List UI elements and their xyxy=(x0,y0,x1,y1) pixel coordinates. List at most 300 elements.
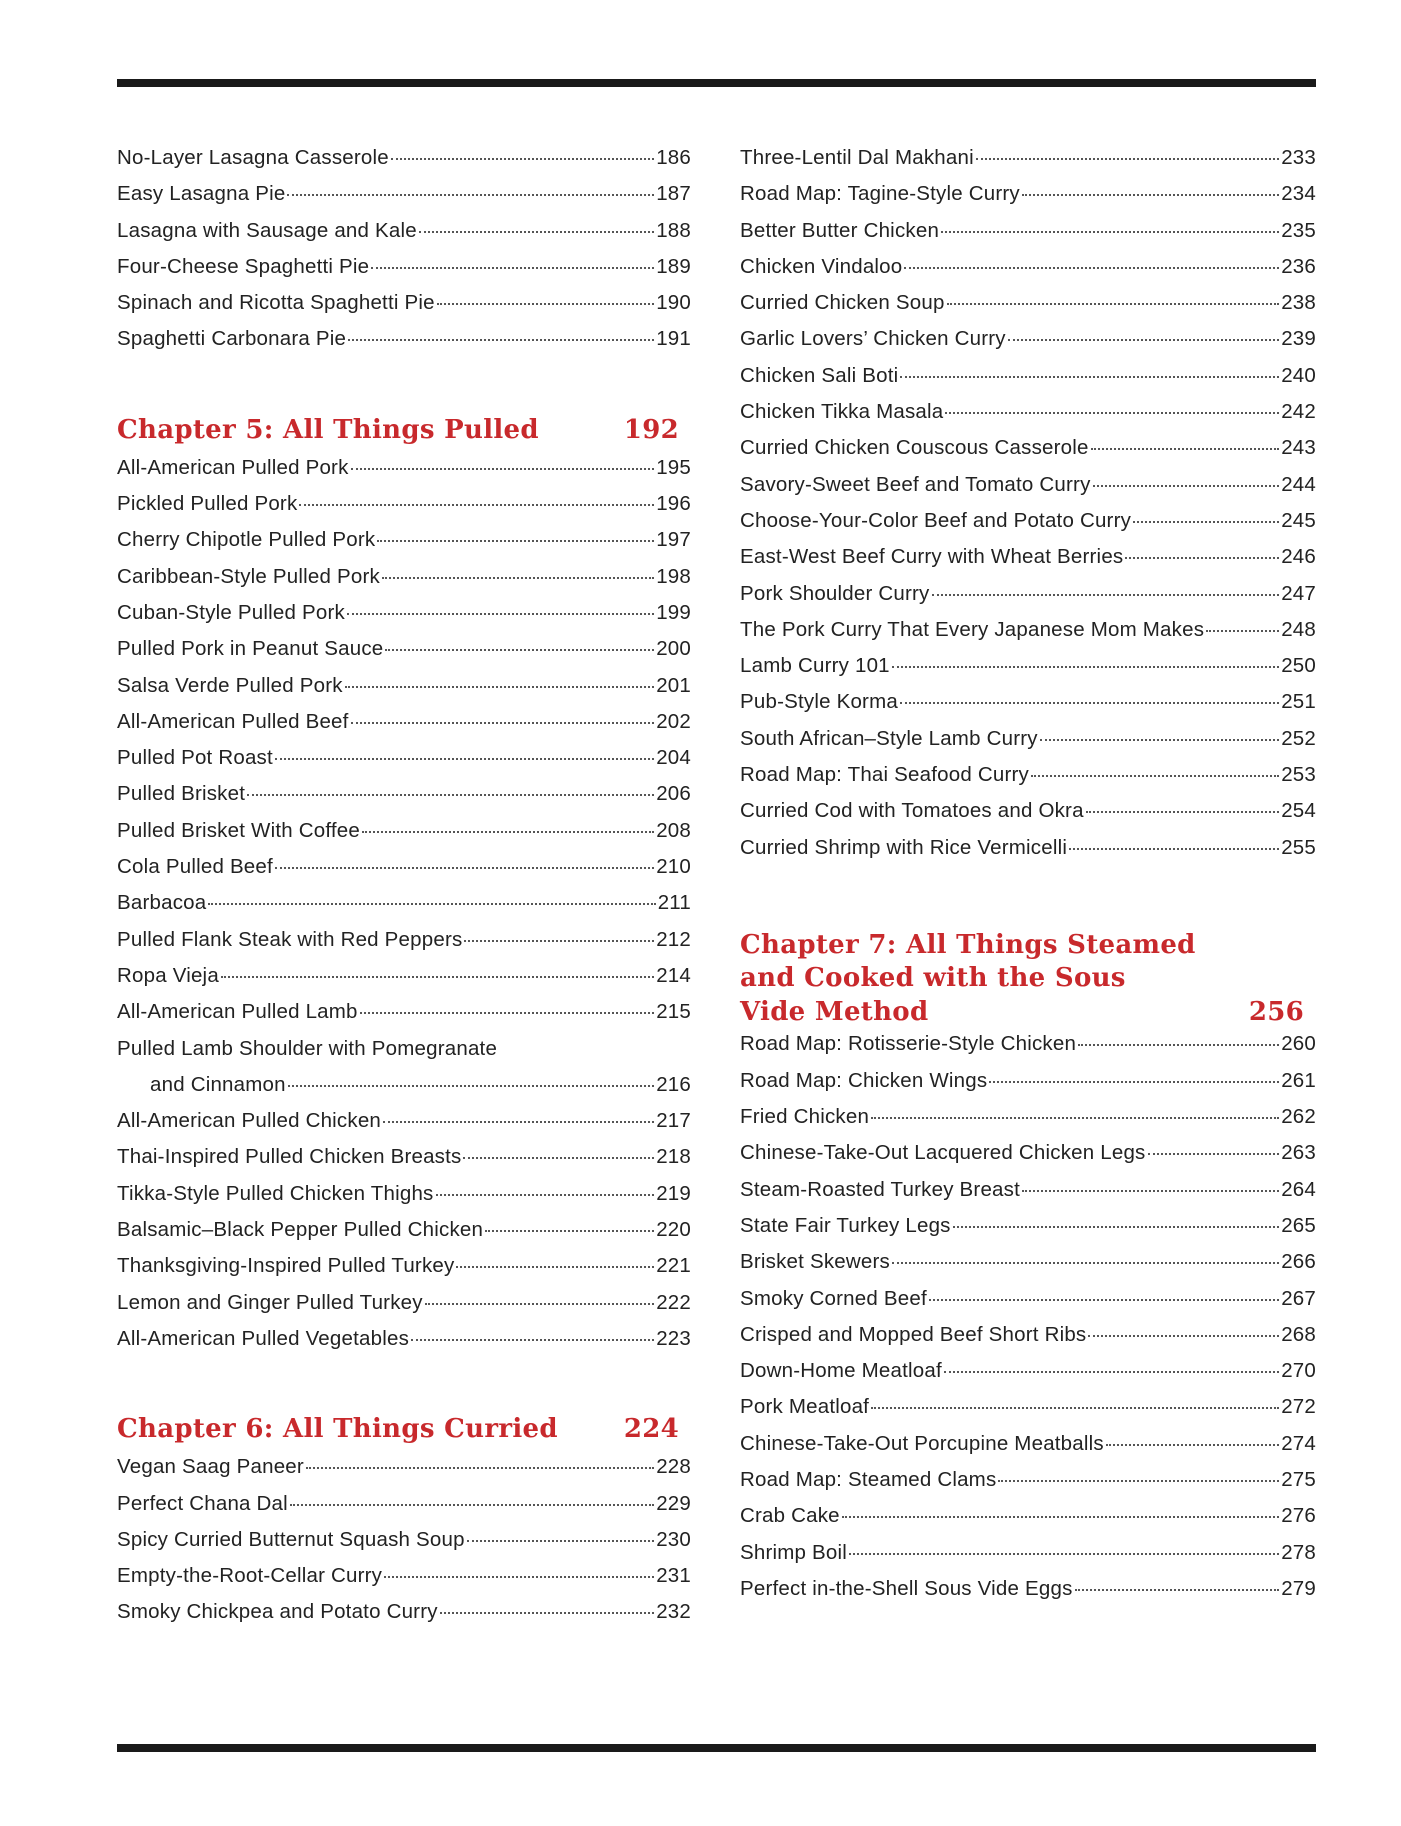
dot-leader xyxy=(351,468,655,470)
toc-entry-title-line1: Pulled Lamb Shoulder with Pomegranate xyxy=(117,1036,498,1060)
dot-leader xyxy=(941,231,1279,233)
toc-entry-page: 247 xyxy=(1281,581,1316,605)
toc-entry-page: 231 xyxy=(656,1564,691,1588)
dot-leader xyxy=(932,594,1280,596)
toc-entry[interactable] xyxy=(117,746,691,782)
toc-entry-page: 229 xyxy=(656,1491,691,1515)
toc-entry[interactable] xyxy=(740,727,1316,763)
toc-entry[interactable] xyxy=(740,1250,1316,1286)
toc-entry-title: East-West Beef Curry with Wheat Berries xyxy=(740,545,1124,569)
toc-entry[interactable] xyxy=(740,1178,1316,1214)
toc-entry-title: Crisped and Mopped Beef Short Ribs xyxy=(740,1322,1087,1346)
dot-leader xyxy=(1206,630,1279,632)
toc-entry[interactable] xyxy=(117,528,691,564)
toc-entry-title: Chicken Sali Boti xyxy=(740,363,899,387)
toc-entry-page: 216 xyxy=(656,1072,691,1096)
toc-entry-title: Chicken Tikka Masala xyxy=(740,400,944,424)
toc-entry-page: 202 xyxy=(656,709,691,733)
toc-entry-page: 272 xyxy=(1281,1395,1316,1419)
toc-entry-page: 250 xyxy=(1281,654,1316,678)
toc-entry[interactable] xyxy=(117,1327,691,1363)
toc-entry-title: Steam-Roasted Turkey Breast xyxy=(740,1177,1020,1201)
toc-entry[interactable] xyxy=(740,291,1316,327)
dot-leader xyxy=(1148,1153,1280,1155)
toc-entry[interactable] xyxy=(740,436,1316,472)
toc-entry-title: Barbacoa xyxy=(117,891,207,915)
toc-entry-page: 236 xyxy=(1281,254,1316,278)
toc-entry-page: 195 xyxy=(656,455,691,479)
toc-entry-title: Choose-Your-Color Beef and Potato Curry xyxy=(740,508,1132,532)
toc-entry-title: Curried Chicken Soup xyxy=(740,291,945,315)
toc-entry[interactable] xyxy=(740,327,1316,363)
dot-leader xyxy=(900,702,1279,704)
dot-leader xyxy=(385,649,654,651)
toc-entry-page: 268 xyxy=(1281,1322,1316,1346)
toc-entry-title: Brisket Skewers xyxy=(740,1250,890,1274)
toc-entry-page: 211 xyxy=(657,891,691,915)
toc-entry-page: 263 xyxy=(1281,1141,1316,1165)
toc-entry-title: Road Map: Thai Seafood Curry xyxy=(740,763,1029,787)
toc-entry-page: 243 xyxy=(1281,436,1316,460)
dot-leader xyxy=(382,577,654,579)
toc-entry[interactable] xyxy=(740,1105,1316,1141)
toc-entry-page: 208 xyxy=(656,818,691,842)
toc-entry-title: Fried Chicken xyxy=(740,1105,870,1129)
toc-entry[interactable] xyxy=(740,1577,1316,1613)
dot-leader xyxy=(989,1081,1279,1083)
dot-leader xyxy=(345,686,655,688)
toc-entry-page: 239 xyxy=(1281,327,1316,351)
toc-entry-page: 244 xyxy=(1281,472,1316,496)
toc-entry-page: 198 xyxy=(656,564,691,588)
toc-entry-page: 200 xyxy=(656,637,691,661)
toc-entry-page: 217 xyxy=(656,1109,691,1133)
toc-entry-page: 255 xyxy=(1281,835,1316,859)
toc-entry-page: 197 xyxy=(656,528,691,552)
toc-entry-title: Easy Lasagna Pie xyxy=(117,182,286,206)
dot-leader xyxy=(1086,811,1279,813)
toc-entry-title: Pork Shoulder Curry xyxy=(740,581,930,605)
dot-leader xyxy=(221,976,654,978)
toc-entry-title: Smoky Corned Beef xyxy=(740,1286,927,1310)
toc-entry-title: All-American Pulled Lamb xyxy=(117,1000,358,1024)
dot-leader xyxy=(362,831,654,833)
toc-entry-page: 234 xyxy=(1281,182,1316,206)
toc-entry[interactable] xyxy=(117,219,691,255)
toc-entry-page: 219 xyxy=(656,1181,691,1205)
dot-leader xyxy=(275,758,654,760)
chapter-6-heading[interactable] xyxy=(117,1405,691,1453)
toc-entry-page: 191 xyxy=(656,327,691,351)
toc-entry[interactable] xyxy=(740,182,1316,218)
toc-entry-page: 262 xyxy=(1281,1105,1316,1129)
chapter-5-entries xyxy=(117,456,691,1037)
dot-leader xyxy=(456,1266,654,1268)
dot-leader xyxy=(892,1262,1279,1264)
toc-entry-title: Pickled Pulled Pork xyxy=(117,492,298,516)
dot-leader xyxy=(463,1157,654,1159)
toc-entry[interactable] xyxy=(117,855,691,891)
toc-entry-title: Lamb Curry 101 xyxy=(740,654,890,678)
toc-entry[interactable] xyxy=(117,327,691,363)
toc-entry[interactable] xyxy=(740,799,1316,835)
toc-entry-page: 266 xyxy=(1281,1250,1316,1274)
toc-entry-title: Cola Pulled Beef xyxy=(117,855,273,879)
right-column xyxy=(740,146,1316,1613)
toc-entry-page: 251 xyxy=(1281,690,1316,714)
toc-entry-title: Road Map: Chicken Wings xyxy=(740,1068,988,1092)
dot-leader xyxy=(947,303,1280,305)
chapter-6-page: 224 xyxy=(623,1414,679,1445)
toc-entry[interactable] xyxy=(117,492,691,528)
toc-entry[interactable] xyxy=(117,928,691,964)
toc-entry[interactable] xyxy=(740,1504,1316,1540)
toc-entry-page: 240 xyxy=(1281,363,1316,387)
dot-leader xyxy=(1125,557,1279,559)
toc-entry-title: Chicken Vindaloo xyxy=(740,254,903,278)
toc-entry-title: Pub-Style Korma xyxy=(740,690,898,714)
toc-entry[interactable] xyxy=(740,690,1316,726)
chapter-7-page: 256 xyxy=(1248,996,1304,1027)
dot-leader xyxy=(436,1194,655,1196)
dot-leader xyxy=(871,1407,1279,1409)
toc-entry[interactable] xyxy=(117,146,691,182)
toc-entry-title: Pulled Pot Roast xyxy=(117,746,273,770)
dot-leader xyxy=(871,1117,1279,1119)
toc-entry-title: Thanksgiving-Inspired Pulled Turkey xyxy=(117,1254,455,1278)
dot-leader xyxy=(384,1576,654,1578)
toc-entry-title: Lemon and Ginger Pulled Turkey xyxy=(117,1290,423,1314)
toc-entry-title: Pulled Brisket With Coffee xyxy=(117,818,360,842)
toc-entry-title: Road Map: Tagine-Style Curry xyxy=(740,182,1020,206)
dot-leader xyxy=(275,867,654,869)
toc-entry[interactable] xyxy=(117,819,691,855)
toc-entry-title: Spaghetti Carbonara Pie xyxy=(117,327,347,351)
dot-leader xyxy=(953,1226,1280,1228)
dot-leader xyxy=(391,158,654,160)
toc-entry-page: 201 xyxy=(656,673,691,697)
chapter-7-heading[interactable] xyxy=(740,928,1316,1029)
chapter-7-entries xyxy=(740,1032,1316,1613)
toc-entry[interactable] xyxy=(740,582,1316,618)
dot-leader xyxy=(299,504,654,506)
dot-leader xyxy=(976,158,1279,160)
toc-entry[interactable] xyxy=(740,1468,1316,1504)
dot-leader xyxy=(1040,739,1279,741)
chapter-5-heading[interactable] xyxy=(117,406,691,454)
toc-entry[interactable] xyxy=(740,836,1316,872)
toc-entry-page: 261 xyxy=(1281,1068,1316,1092)
toc-entry[interactable] xyxy=(117,182,691,218)
toc-entry[interactable] xyxy=(740,400,1316,436)
toc-entry[interactable] xyxy=(740,763,1316,799)
toc-entry-page: 267 xyxy=(1281,1286,1316,1310)
toc-entry[interactable] xyxy=(740,255,1316,291)
toc-entry-title-line2: and Cinnamon xyxy=(150,1072,286,1096)
toc-entry-page: 252 xyxy=(1281,726,1316,750)
toc-entry[interactable] xyxy=(117,1000,691,1036)
toc-entry[interactable] xyxy=(740,545,1316,581)
toc-entry-page: 223 xyxy=(656,1326,691,1350)
toc-entry-title: Road Map: Rotisserie-Style Chicken xyxy=(740,1032,1077,1056)
toc-entry[interactable] xyxy=(117,1145,691,1181)
dot-leader xyxy=(1031,775,1279,777)
left-column xyxy=(117,146,691,1637)
toc-entry-page: 246 xyxy=(1281,545,1316,569)
toc-entry-title: Pulled Pork in Peanut Sauce xyxy=(117,637,384,661)
toc-entry-title: Three-Lentil Dal Makhani xyxy=(740,146,974,169)
toc-entry-title: Salsa Verde Pulled Pork xyxy=(117,673,343,697)
dot-leader xyxy=(411,1339,654,1341)
toc-entry-page: 278 xyxy=(1281,1540,1316,1564)
dot-leader xyxy=(1022,1190,1279,1192)
dot-leader xyxy=(1133,521,1279,523)
toc-entry[interactable] xyxy=(117,1291,691,1327)
toc-entry[interactable] xyxy=(117,1455,691,1491)
dot-leader xyxy=(288,1085,654,1087)
toc-entry-page: 279 xyxy=(1281,1576,1316,1600)
toc-entry-title: Four-Cheese Spaghetti Pie xyxy=(117,254,370,278)
dot-leader xyxy=(290,1504,654,1506)
toc-entry-title: Cuban-Style Pulled Pork xyxy=(117,600,345,624)
toc-entry-page: 248 xyxy=(1281,617,1316,641)
dot-leader xyxy=(900,376,1279,378)
dot-leader xyxy=(360,1012,655,1014)
toc-entry[interactable] xyxy=(740,1214,1316,1250)
toc-entry-title: Pulled Flank Steak with Red Peppers xyxy=(117,927,463,951)
toc-entry-title: All-American Pulled Chicken xyxy=(117,1109,382,1133)
toc-entry[interactable] xyxy=(117,291,691,327)
dot-leader xyxy=(1078,1044,1279,1046)
toc-entry[interactable] xyxy=(117,1218,691,1254)
toc-entry-page: 230 xyxy=(656,1527,691,1551)
toc-entry-page: 270 xyxy=(1281,1359,1316,1383)
toc-entry[interactable] xyxy=(117,456,691,492)
dot-leader xyxy=(377,540,654,542)
toc-entry[interactable] xyxy=(117,1492,691,1528)
dot-leader xyxy=(464,940,654,942)
toc-entry-wrapped[interactable] xyxy=(117,1037,691,1110)
toc-entry-title: Savory-Sweet Beef and Tomato Curry xyxy=(740,472,1091,496)
toc-entry[interactable] xyxy=(740,364,1316,400)
toc-entry-title: Vegan Saag Paneer xyxy=(117,1455,304,1479)
toc-entry[interactable] xyxy=(740,1323,1316,1359)
dot-leader xyxy=(348,339,654,341)
toc-entry-title: Thai-Inspired Pulled Chicken Breasts xyxy=(117,1145,462,1169)
toc-entry-page: 204 xyxy=(656,746,691,770)
dot-leader xyxy=(347,613,654,615)
toc-entry-title: Chinese-Take-Out Lacquered Chicken Legs xyxy=(740,1141,1146,1165)
toc-entry-title: State Fair Turkey Legs xyxy=(740,1213,951,1237)
chapter-6-title: Chapter 6: All Things Curried xyxy=(117,1414,558,1445)
toc-entry-page: 232 xyxy=(656,1600,691,1624)
toc-entry-page: 235 xyxy=(1281,218,1316,242)
toc-entry-title: Curried Chicken Couscous Casserole xyxy=(740,436,1089,460)
toc-entry-title: No-Layer Lasagna Casserole xyxy=(117,146,389,169)
dot-leader xyxy=(892,666,1279,668)
toc-entry[interactable] xyxy=(117,674,691,710)
toc-entry-title: All-American Pulled Beef xyxy=(117,709,349,733)
toc-entry-title: Cherry Chipotle Pulled Pork xyxy=(117,528,376,552)
dot-leader xyxy=(371,267,654,269)
toc-entry-page: 253 xyxy=(1281,763,1316,787)
toc-entry[interactable] xyxy=(117,1528,691,1564)
dot-leader xyxy=(419,231,654,233)
toc-entry[interactable] xyxy=(740,1069,1316,1105)
dot-leader xyxy=(842,1516,1279,1518)
toc-entry-page: 187 xyxy=(656,182,691,206)
toc-entry-title: Down-Home Meatloaf xyxy=(740,1359,942,1383)
dot-leader xyxy=(1008,339,1279,341)
toc-entry[interactable] xyxy=(740,1032,1316,1068)
toc-entry-title: All-American Pulled Vegetables xyxy=(117,1326,410,1350)
dot-leader xyxy=(247,794,654,796)
top-rule xyxy=(117,79,1316,87)
toc-entry[interactable] xyxy=(740,219,1316,255)
toc-entry-page: 265 xyxy=(1281,1213,1316,1237)
chapter-7-title-line2: and Cooked with the Sous xyxy=(740,963,1126,994)
toc-entry-title: Pulled Brisket xyxy=(117,782,246,806)
dot-leader xyxy=(440,1612,655,1614)
chapter-6-entries xyxy=(117,1455,691,1636)
toc-entry-page: 190 xyxy=(656,291,691,315)
toc-entry-page: 206 xyxy=(656,782,691,806)
chapter-5-title: Chapter 5: All Things Pulled xyxy=(117,414,539,445)
toc-entry[interactable] xyxy=(740,509,1316,545)
dot-leader xyxy=(1075,1589,1280,1591)
toc-entry[interactable] xyxy=(117,565,691,601)
dot-leader xyxy=(1069,848,1279,850)
toc-entry[interactable] xyxy=(740,1287,1316,1323)
dot-leader xyxy=(1106,1444,1279,1446)
dot-leader xyxy=(904,267,1279,269)
dot-leader xyxy=(944,1371,1279,1373)
chapter-5-entries-after xyxy=(117,1109,691,1363)
dot-leader xyxy=(1093,485,1280,487)
toc-entry-page: 276 xyxy=(1281,1504,1316,1528)
dot-leader xyxy=(1088,1335,1279,1337)
dot-leader xyxy=(306,1467,654,1469)
toc-entry[interactable] xyxy=(740,1541,1316,1577)
toc-entry-title: Perfect in-the-Shell Sous Vide Eggs xyxy=(740,1576,1073,1600)
toc-entry-page: 218 xyxy=(656,1145,691,1169)
toc-entry-title: Pork Meatloaf xyxy=(740,1395,870,1419)
toc-entry[interactable] xyxy=(117,1254,691,1290)
dot-leader xyxy=(437,303,654,305)
dot-leader xyxy=(467,1540,654,1542)
toc-entry-title: Tikka-Style Pulled Chicken Thighs xyxy=(117,1181,434,1205)
toc-entry-title: Road Map: Steamed Clams xyxy=(740,1468,997,1491)
toc-entry[interactable] xyxy=(117,1564,691,1600)
dot-leader xyxy=(287,194,654,196)
toc-entry-title: Spicy Curried Butternut Squash Soup xyxy=(117,1527,465,1551)
toc-entry-title: Curried Shrimp with Rice Vermicelli xyxy=(740,835,1068,859)
toc-entry-title: Balsamic–Black Pepper Pulled Chicken xyxy=(117,1218,484,1242)
toc-entry-page: 228 xyxy=(656,1455,691,1479)
toc-entry-title: Smoky Chickpea and Potato Curry xyxy=(117,1600,438,1624)
dot-leader xyxy=(929,1299,1279,1301)
toc-entry-page: 222 xyxy=(656,1290,691,1314)
toc-entry-title: Curried Cod with Tomatoes and Okra xyxy=(740,799,1084,823)
dot-leader xyxy=(485,1230,654,1232)
toc-entry-page: 212 xyxy=(656,927,691,951)
toc-entry[interactable] xyxy=(117,891,691,927)
dot-leader xyxy=(1022,194,1279,196)
toc-entry-title: Perfect Chana Dal xyxy=(117,1491,288,1515)
toc-entry-page: 233 xyxy=(1281,146,1316,169)
toc-entry-title: Crab Cake xyxy=(740,1504,840,1528)
toc-entry[interactable] xyxy=(117,601,691,637)
dot-leader xyxy=(849,1553,1279,1555)
toc-entry[interactable] xyxy=(117,1600,691,1636)
dot-leader xyxy=(351,722,655,724)
toc-entry-title: Caribbean-Style Pulled Pork xyxy=(117,564,380,588)
toc-entry[interactable] xyxy=(740,1359,1316,1395)
toc-entry[interactable] xyxy=(740,473,1316,509)
dot-leader xyxy=(425,1303,654,1305)
dot-leader xyxy=(208,903,655,905)
toc-entry[interactable] xyxy=(740,618,1316,654)
toc-entry-page: 238 xyxy=(1281,291,1316,315)
toc-entry-title: Lasagna with Sausage and Kale xyxy=(117,218,417,242)
toc-entry-title: Shrimp Boil xyxy=(740,1540,848,1564)
toc-entry-page: 215 xyxy=(656,1000,691,1024)
toc-entry-page: 199 xyxy=(656,600,691,624)
toc-entry[interactable] xyxy=(740,1141,1316,1177)
toc-entry[interactable] xyxy=(117,637,691,673)
toc-entry-page: 275 xyxy=(1281,1468,1316,1491)
bottom-rule xyxy=(117,1744,1316,1752)
toc-entry[interactable] xyxy=(117,1109,691,1145)
toc-entry[interactable] xyxy=(740,1395,1316,1431)
toc-entry-page: 254 xyxy=(1281,799,1316,823)
chapter-7-title-line3: Vide Method xyxy=(740,996,929,1027)
toc-entry-page: 221 xyxy=(656,1254,691,1278)
toc-entry-page: 210 xyxy=(656,855,691,879)
dot-leader xyxy=(1091,448,1280,450)
toc-entry-page: 274 xyxy=(1281,1431,1316,1455)
toc-entry[interactable] xyxy=(117,964,691,1000)
toc-entry-page: 186 xyxy=(656,146,691,169)
left-top-entries xyxy=(117,146,691,364)
dot-leader xyxy=(998,1480,1279,1482)
toc-entry-page: 188 xyxy=(656,218,691,242)
dot-leader xyxy=(383,1121,654,1123)
toc-entry[interactable] xyxy=(117,255,691,291)
toc-entry-title: The Pork Curry That Every Japanese Mom Makes xyxy=(740,617,1205,641)
toc-entry-title: Garlic Lovers’ Chicken Curry xyxy=(740,327,1006,351)
toc-entry-title: Chinese-Take-Out Porcupine Meatballs xyxy=(740,1431,1104,1455)
toc-entry-page: 245 xyxy=(1281,508,1316,532)
toc-entry-page: 214 xyxy=(656,963,691,987)
chapter-7-title-line1: Chapter 7: All Things Steamed xyxy=(740,929,1196,960)
toc-entry-page: 260 xyxy=(1281,1032,1316,1056)
toc-entry[interactable] xyxy=(740,654,1316,690)
toc-entry-title: Ropa Vieja xyxy=(117,963,219,987)
toc-entry-title: Spinach and Ricotta Spaghetti Pie xyxy=(117,291,435,315)
toc-entry[interactable] xyxy=(740,1432,1316,1468)
toc-entry-title: Empty-the-Root-Cellar Curry xyxy=(117,1564,383,1588)
toc-entry-page: 189 xyxy=(656,254,691,278)
toc-entry-page: 220 xyxy=(656,1218,691,1242)
toc-entry[interactable] xyxy=(117,710,691,746)
chapter-5-page: 192 xyxy=(623,414,679,445)
toc-entry-page: 264 xyxy=(1281,1177,1316,1201)
toc-entry[interactable] xyxy=(117,782,691,818)
toc-entry[interactable] xyxy=(740,146,1316,182)
toc-entry-page: 242 xyxy=(1281,400,1316,424)
toc-entry[interactable] xyxy=(117,1182,691,1218)
